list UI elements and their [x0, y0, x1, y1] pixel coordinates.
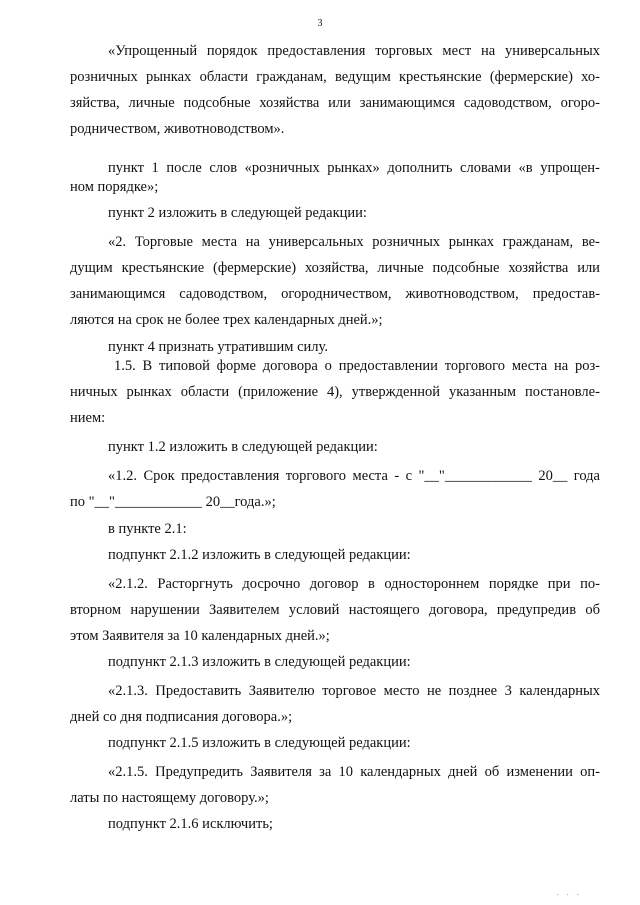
word: рынках»: [327, 160, 380, 176]
word: указанным: [448, 384, 517, 400]
word: Заявителя: [250, 764, 312, 780]
word: после: [166, 160, 202, 176]
word: 4),: [326, 384, 343, 400]
text-line: подпункт 2.1.5 изложить в следующей редакции:: [108, 735, 411, 751]
text-line: [70, 258, 600, 278]
word: на: [480, 43, 496, 59]
word: крестьянские: [121, 260, 205, 276]
word: вторном: [70, 602, 122, 618]
word: при: [547, 576, 571, 592]
text-line: [108, 574, 600, 594]
word: гражданам,: [256, 69, 327, 85]
word: за: [319, 764, 332, 780]
word: торговое: [322, 683, 377, 699]
word: (фермерские): [489, 69, 573, 85]
word: подсобные: [432, 260, 500, 276]
word: изменении: [506, 764, 573, 780]
text-line: по "__"____________ 20__года.»;: [70, 494, 276, 510]
word: Срок: [143, 468, 175, 484]
word: места: [352, 468, 388, 484]
word: хозяйства: [259, 95, 320, 111]
word: договора,: [428, 602, 488, 618]
text-line: [70, 67, 600, 87]
word: торгового: [444, 358, 506, 374]
word: «2.1.2.: [108, 576, 148, 592]
word: животноводством,: [405, 286, 519, 302]
word: розничных: [372, 234, 441, 250]
word: ведущим: [335, 69, 391, 85]
word: типовой: [158, 358, 210, 374]
word: договора: [262, 358, 318, 374]
word: "__"____________: [418, 468, 532, 484]
text-line: ном порядке»;: [70, 179, 159, 195]
word: универсальных: [504, 43, 600, 59]
word: торгового: [285, 468, 347, 484]
word: порядок: [206, 43, 258, 59]
word: рынках: [448, 234, 495, 250]
text-line: подпункт 2.1.2 изложить в следующей редакции:: [108, 547, 411, 563]
word: огоро-: [560, 95, 600, 111]
word: гражданам,: [502, 234, 574, 250]
word: в: [367, 576, 375, 592]
word: «1.2.: [108, 468, 137, 484]
text-line: латы по настоящему договору.»;: [70, 790, 269, 806]
word: настоящего: [348, 602, 420, 618]
word: об: [484, 764, 500, 780]
text-line: [114, 356, 600, 376]
word: позднее: [448, 683, 498, 699]
text-line: [70, 93, 600, 113]
word: личные: [128, 95, 175, 111]
text-line: дней со дня подписания договора.»;: [70, 709, 293, 725]
word: досрочно: [242, 576, 301, 592]
text-line: [108, 232, 600, 252]
word: «в: [518, 160, 533, 176]
text-line: [108, 41, 600, 61]
text-line: [108, 466, 600, 486]
text-line: [70, 284, 600, 304]
word: предостав-: [532, 286, 600, 302]
text-line: [108, 681, 600, 701]
word: «2.: [108, 234, 127, 250]
word: упрощен-: [540, 160, 600, 176]
word: пункт: [108, 160, 144, 176]
word: одностороннем: [384, 576, 480, 592]
word: дней: [448, 764, 478, 780]
word: ничных: [70, 384, 118, 400]
word: или: [577, 260, 600, 276]
word: крестьянские: [399, 69, 482, 85]
word: слов: [209, 160, 238, 176]
word: предоставления: [267, 43, 366, 59]
word: личные: [377, 260, 424, 276]
text-line: ляются на срок не более трех календарных дней.»;: [70, 312, 383, 328]
word: Заявителем: [209, 602, 280, 618]
scan-marks: · · ·: [556, 891, 582, 899]
text-line: пункт 1.2 изложить в следующей редакции:: [108, 439, 378, 455]
text-line: подпункт 2.1.6 исключить;: [108, 816, 273, 832]
word: (приложение: [238, 384, 319, 400]
word: области: [180, 384, 230, 400]
word: «Упрощенный: [108, 43, 198, 59]
text-line: [108, 762, 600, 782]
word: договор: [309, 576, 359, 592]
word: форме: [216, 358, 256, 374]
word: 20__: [538, 468, 568, 484]
word: роз-: [574, 358, 600, 374]
word: об: [585, 602, 600, 618]
text-line: пункт 2 изложить в следующей редакции:: [108, 205, 367, 221]
word: Предупредить: [155, 764, 244, 780]
word: Расторгнуть: [157, 576, 233, 592]
word: области: [199, 69, 249, 85]
word: ве-: [581, 234, 600, 250]
word: хо-: [581, 69, 600, 85]
word: предоставлении: [338, 358, 438, 374]
word: «2.1.3.: [108, 683, 148, 699]
word: календарных: [519, 683, 600, 699]
text-line: пункт 4 признать утратившим силу.: [108, 339, 328, 355]
text-line: [108, 158, 600, 178]
page-number: 3: [317, 18, 323, 29]
word: по-: [580, 576, 600, 592]
word: 3: [504, 683, 512, 699]
text-line: подпункт 2.1.3 изложить в следующей редакции:: [108, 654, 411, 670]
word: с: [405, 468, 413, 484]
word: дополнить: [387, 160, 453, 176]
word: места: [511, 358, 548, 374]
word: о: [324, 358, 332, 374]
word: место: [383, 683, 420, 699]
word: «розничных: [244, 160, 320, 176]
word: рынках: [126, 384, 172, 400]
word: порядке: [488, 576, 539, 592]
text-line: в пункте 2.1:: [108, 521, 187, 537]
word: огородничеством,: [281, 286, 392, 302]
word: нарушении: [130, 602, 200, 618]
word: словами: [460, 160, 511, 176]
word: Заявителю: [248, 683, 315, 699]
word: дущим: [70, 260, 113, 276]
text-line: [70, 382, 600, 402]
word: утвержденной: [351, 384, 441, 400]
word: или: [328, 95, 351, 111]
word: 1: [151, 160, 159, 176]
word: торговых: [375, 43, 433, 59]
word: В: [142, 358, 153, 374]
word: -: [394, 468, 400, 484]
word: (фермерские): [213, 260, 297, 276]
text-line: [70, 600, 600, 620]
word: хозяйства,: [304, 260, 369, 276]
word: Предоставить: [155, 683, 242, 699]
word: не: [426, 683, 442, 699]
word: оп-: [580, 764, 600, 780]
text-line: этом Заявителя за 10 календарных дней.»;: [70, 628, 330, 644]
word: розничных: [70, 69, 138, 85]
word: «2.1.5.: [108, 764, 148, 780]
word: садоводством,: [179, 286, 268, 302]
word: занимающимся: [70, 286, 166, 302]
word: на: [245, 234, 260, 250]
word: места: [201, 234, 237, 250]
word: предоставления: [181, 468, 280, 484]
word: подсобные: [183, 95, 251, 111]
word: занимающимся: [359, 95, 455, 111]
word: Торговые: [134, 234, 193, 250]
word: зяйства,: [70, 95, 120, 111]
text-line: нием:: [70, 410, 106, 426]
text-line: родничеством, животноводством».: [70, 121, 285, 137]
word: календарных: [360, 764, 441, 780]
word: 10: [338, 764, 354, 780]
word: постановле-: [524, 384, 600, 400]
word: на: [553, 358, 569, 374]
word: условий: [288, 602, 340, 618]
word: садоводством,: [463, 95, 552, 111]
word: хозяйства: [508, 260, 569, 276]
word: 1.5.: [114, 358, 136, 374]
word: предупредив: [496, 602, 577, 618]
word: года: [573, 468, 600, 484]
word: универсальных: [268, 234, 364, 250]
word: мест: [442, 43, 472, 59]
word: рынках: [146, 69, 192, 85]
